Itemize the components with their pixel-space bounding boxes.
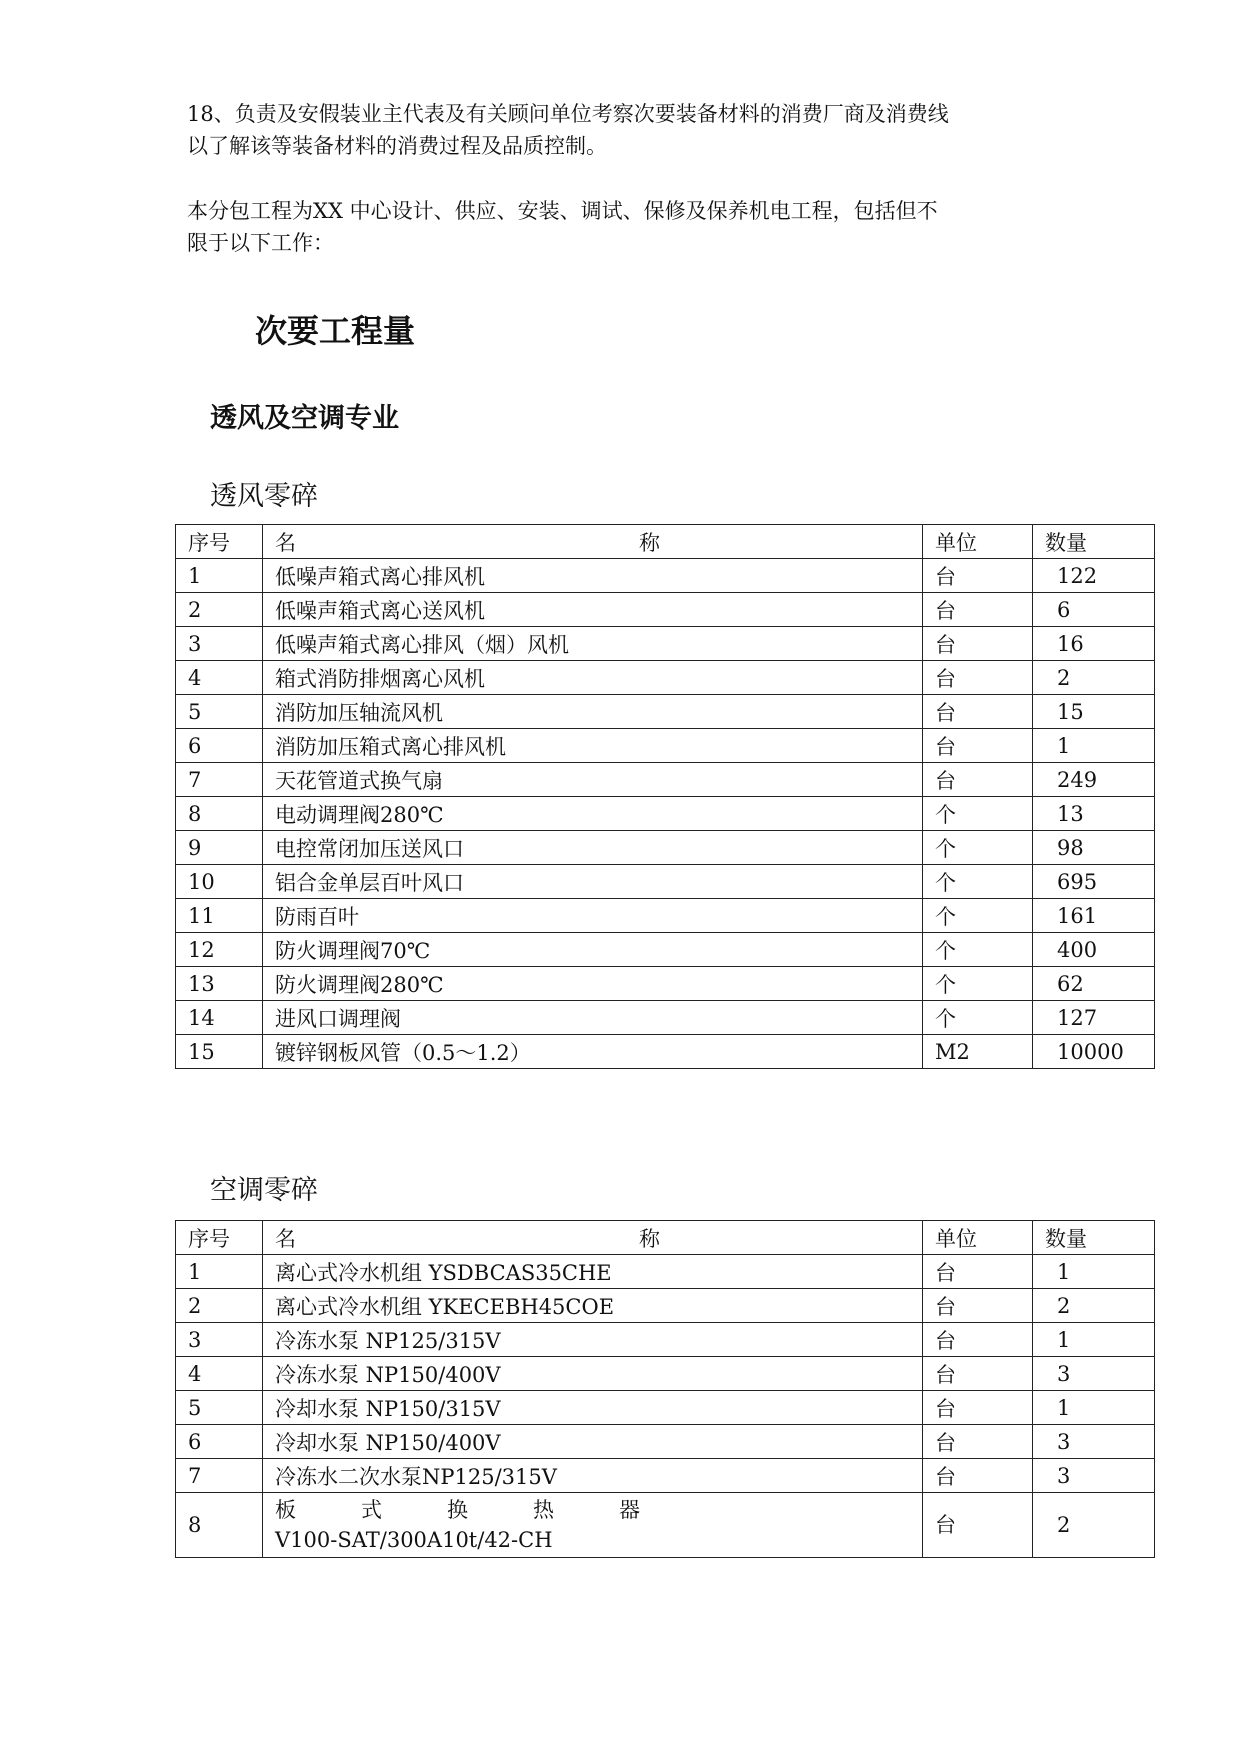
table-row	[176, 1035, 1155, 1069]
cell-qty: 98	[1033, 831, 1155, 865]
cell-unit: 台	[923, 593, 1033, 627]
cell-name: 低噪声箱式离心排风（烟）风机	[263, 627, 923, 661]
cell-name: 天花管道式换气扇	[263, 763, 923, 797]
table-row	[176, 899, 1155, 933]
cell-unit: 台	[923, 559, 1033, 593]
cell-seq: 4	[176, 661, 263, 695]
cell-qty: 16	[1033, 627, 1155, 661]
cell-unit: 台	[923, 1425, 1033, 1459]
table-row	[176, 967, 1155, 1001]
cell-seq: 7	[176, 1459, 263, 1493]
cell-unit: 台	[923, 1289, 1033, 1323]
cell-name: 离心式冷水机组 YKECEBH45COE	[263, 1289, 923, 1323]
table-row	[176, 1323, 1155, 1357]
name-line-1: 板 式 换 热 器	[275, 1498, 640, 1522]
cell-seq: 3	[176, 627, 263, 661]
table-row	[176, 593, 1155, 627]
table-row	[176, 1493, 1155, 1558]
cell-seq: 10	[176, 865, 263, 899]
cell-name: 电动调理阀280℃	[263, 797, 923, 831]
cell-name: 电控常闭加压送风口	[263, 831, 923, 865]
cell-name: 离心式冷水机组 YSDBCAS35CHE	[263, 1255, 923, 1289]
table-row	[176, 729, 1155, 763]
cell-unit: 个	[923, 967, 1033, 1001]
subsection-heading: 透风及空调专业	[210, 403, 399, 434]
cell-qty: 3	[1033, 1357, 1155, 1391]
cell-qty: 10000	[1033, 1035, 1155, 1069]
cell-unit: 台	[923, 627, 1033, 661]
cell-qty: 3	[1033, 1459, 1155, 1493]
cell-qty: 1	[1033, 1323, 1155, 1357]
header-unit: 单位	[923, 1221, 1033, 1255]
header-name-left: 名	[275, 530, 296, 555]
header-name-right: 称	[639, 1226, 660, 1251]
cell-unit: 台	[923, 729, 1033, 763]
cell-seq: 5	[176, 695, 263, 729]
table-row	[176, 831, 1155, 865]
paragraph-line: 以了解该等装备材料的消费过程及品质控制。	[187, 134, 607, 158]
table-row	[176, 865, 1155, 899]
cell-name: 防雨百叶	[263, 899, 923, 933]
cell-unit: 台	[923, 695, 1033, 729]
cell-seq: 6	[176, 729, 263, 763]
cell-seq: 1	[176, 559, 263, 593]
cell-unit: 台	[923, 1255, 1033, 1289]
ventilation-title: 透风零碎	[210, 481, 318, 512]
table-header-row	[176, 525, 1155, 559]
cell-seq: 4	[176, 1357, 263, 1391]
table-row	[176, 1425, 1155, 1459]
cell-qty: 249	[1033, 763, 1155, 797]
intro-paragraph-2	[187, 195, 1107, 259]
cell-name: 冷冻水泵 NP150/400V	[263, 1357, 923, 1391]
cell-seq: 2	[176, 593, 263, 627]
cell-seq: 13	[176, 967, 263, 1001]
table-row	[176, 1357, 1155, 1391]
cell-name: 冷冻水二次水泵NP125/315V	[263, 1459, 923, 1493]
cell-unit: 台	[923, 1323, 1033, 1357]
cell-name: 低噪声箱式离心送风机	[263, 593, 923, 627]
cell-seq: 3	[176, 1323, 263, 1357]
aircon-table	[175, 1220, 1155, 1558]
cell-qty: 1	[1033, 1255, 1155, 1289]
cell-qty: 1	[1033, 1391, 1155, 1425]
table-row	[176, 1459, 1155, 1493]
cell-name: 铝合金单层百叶风口	[263, 865, 923, 899]
cell-unit: 个	[923, 899, 1033, 933]
cell-qty: 127	[1033, 1001, 1155, 1035]
cell-qty: 62	[1033, 967, 1155, 1001]
cell-unit: 台	[923, 1391, 1033, 1425]
cell-seq: 7	[176, 763, 263, 797]
header-seq: 序号	[176, 525, 263, 559]
cell-unit: 台	[923, 1357, 1033, 1391]
header-seq: 序号	[176, 1221, 263, 1255]
cell-unit: 台	[923, 1493, 1033, 1558]
cell-seq: 9	[176, 831, 263, 865]
table-row	[176, 627, 1155, 661]
table-row	[176, 1001, 1155, 1035]
cell-unit: 个	[923, 933, 1033, 967]
cell-name: 低噪声箱式离心排风机	[263, 559, 923, 593]
cell-qty: 122	[1033, 559, 1155, 593]
cell-seq: 8	[176, 1493, 263, 1558]
cell-unit: 个	[923, 865, 1033, 899]
paragraph-line: 18、负责及安假装业主代表及有关顾问单位考察次要装备材料的消费厂商及消费线	[187, 102, 949, 126]
paragraph-line: 本分包工程为XX 中心设计、供应、安装、调试、保修及保养机电工程，包括但不	[187, 199, 938, 223]
cell-qty: 3	[1033, 1425, 1155, 1459]
cell-unit: 个	[923, 797, 1033, 831]
cell-name: 冷却水泵 NP150/315V	[263, 1391, 923, 1425]
cell-unit: 个	[923, 831, 1033, 865]
cell-qty: 2	[1033, 1289, 1155, 1323]
cell-name: 冷冻水泵 NP125/315V	[263, 1323, 923, 1357]
cell-name: 冷却水泵 NP150/400V	[263, 1425, 923, 1459]
cell-seq: 14	[176, 1001, 263, 1035]
cell-seq: 2	[176, 1289, 263, 1323]
cell-unit: M2	[923, 1035, 1033, 1069]
table-row	[176, 763, 1155, 797]
intro-paragraph-1	[187, 98, 1107, 162]
cell-seq: 12	[176, 933, 263, 967]
cell-unit: 台	[923, 763, 1033, 797]
cell-qty: 2	[1033, 1493, 1155, 1558]
table-header-row	[176, 1221, 1155, 1255]
cell-name: 消防加压箱式离心排风机	[263, 729, 923, 763]
cell-name: 防火调理阀70℃	[263, 933, 923, 967]
cell-unit: 个	[923, 1001, 1033, 1035]
cell-unit: 台	[923, 661, 1033, 695]
header-name-right: 称	[639, 530, 660, 555]
cell-qty: 6	[1033, 593, 1155, 627]
header-qty: 数量	[1033, 1221, 1155, 1255]
table-row	[176, 1289, 1155, 1323]
cell-qty: 13	[1033, 797, 1155, 831]
header-unit: 单位	[923, 525, 1033, 559]
cell-name: 消防加压轴流风机	[263, 695, 923, 729]
cell-name: 镀锌钢板风管（0.5～1.2）	[263, 1035, 923, 1069]
cell-name: 防火调理阀280℃	[263, 967, 923, 1001]
table-row	[176, 933, 1155, 967]
cell-qty: 400	[1033, 933, 1155, 967]
name-line-2: V100-SAT/300A10t/42-CH	[275, 1528, 553, 1552]
table-row	[176, 695, 1155, 729]
ventilation-table	[175, 524, 1155, 1069]
header-name	[263, 525, 923, 559]
paragraph-line: 限于以下工作：	[187, 231, 334, 255]
cell-seq: 5	[176, 1391, 263, 1425]
cell-unit: 台	[923, 1459, 1033, 1493]
section-heading: 次要工程量	[255, 312, 416, 350]
cell-qty: 1	[1033, 729, 1155, 763]
table-row	[176, 1255, 1155, 1289]
table-row	[176, 1391, 1155, 1425]
aircon-title: 空调零碎	[210, 1175, 318, 1206]
cell-seq: 6	[176, 1425, 263, 1459]
header-qty: 数量	[1033, 525, 1155, 559]
table-row	[176, 559, 1155, 593]
cell-qty: 15	[1033, 695, 1155, 729]
header-name-left: 名	[275, 1226, 296, 1251]
cell-name: 进风口调理阀	[263, 1001, 923, 1035]
cell-qty: 695	[1033, 865, 1155, 899]
cell-seq: 15	[176, 1035, 263, 1069]
cell-seq: 8	[176, 797, 263, 831]
header-name	[263, 1221, 923, 1255]
cell-seq: 1	[176, 1255, 263, 1289]
cell-qty: 161	[1033, 899, 1155, 933]
table-row	[176, 661, 1155, 695]
table-row	[176, 797, 1155, 831]
cell-name: 箱式消防排烟离心风机	[263, 661, 923, 695]
cell-qty: 2	[1033, 661, 1155, 695]
cell-seq: 11	[176, 899, 263, 933]
cell-name	[263, 1493, 923, 1558]
